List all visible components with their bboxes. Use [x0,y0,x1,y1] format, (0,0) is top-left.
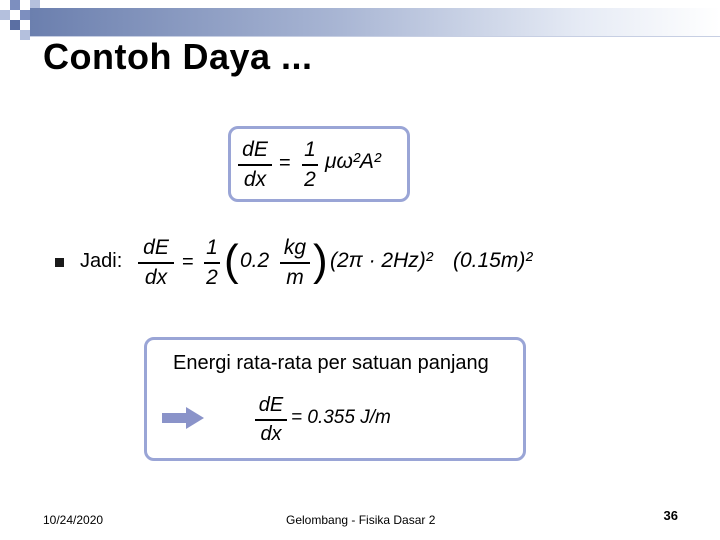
eq2-lhs-numerator: dE [143,236,169,259]
footer-title: Gelombang - Fisika Dasar 2 [286,513,436,527]
eq2-lhs-denominator: dx [144,265,168,289]
eq2-left-paren: ( [224,236,239,285]
eq2-unit-denominator: m [286,265,304,289]
eq2-amplitude-term: (0.15m)² [453,249,533,272]
eq1-lhs-denominator: dx [243,167,267,191]
eq3-lhs-bar [255,419,287,421]
slide-title: Contoh Daya ... [43,36,313,77]
eq1-equals: = [279,152,291,174]
eq2-lhs-fraction [138,236,174,290]
right-arrow-icon [162,407,204,429]
eq2-coef-bar [204,262,220,264]
eq1-rhs: μω²A² [325,150,381,173]
eq1-lhs-numerator: dE [242,138,268,161]
eq2-coef-denominator: 2 [206,265,218,289]
result-caption: Energi rata-rata per satuan panjang [173,352,489,374]
eq3-lhs-fraction [255,394,287,446]
eq1-lhs-fraction [238,138,272,192]
eq3-lhs-numerator: dE [258,394,284,416]
slide-number: 36 [663,508,678,523]
eq1-coef-bar [302,164,318,166]
eq3-lhs-denominator: dx [260,422,282,445]
eq2-equals: = [182,251,194,273]
eq1-coef-denominator: 2 [304,167,316,191]
eq3-rhs: = 0.355 J/m [291,407,391,428]
eq2-right-paren: ) [313,236,328,285]
eq1-coef-numerator: 1 [304,138,316,161]
header-bar [30,8,720,36]
eq2-unit-numerator: kg [283,236,307,259]
eq1-lhs-bar [238,164,272,166]
eq2-coef-numerator: 1 [206,236,218,259]
eq2-coef-fraction [204,236,220,290]
bullet-marker [55,258,64,267]
eq2-unit-bar [280,262,310,264]
eq2-lhs-bar [138,262,174,264]
eq2-mu-value: 0.2 [240,249,270,272]
eq2-omega-term: (2π · 2Hz)² [330,249,433,272]
bullet-label: Jadi: [80,250,123,272]
eq2-unit-fraction [280,236,310,290]
eq1-coef-fraction [302,138,318,192]
footer-date: 10/24/2020 [43,513,104,527]
